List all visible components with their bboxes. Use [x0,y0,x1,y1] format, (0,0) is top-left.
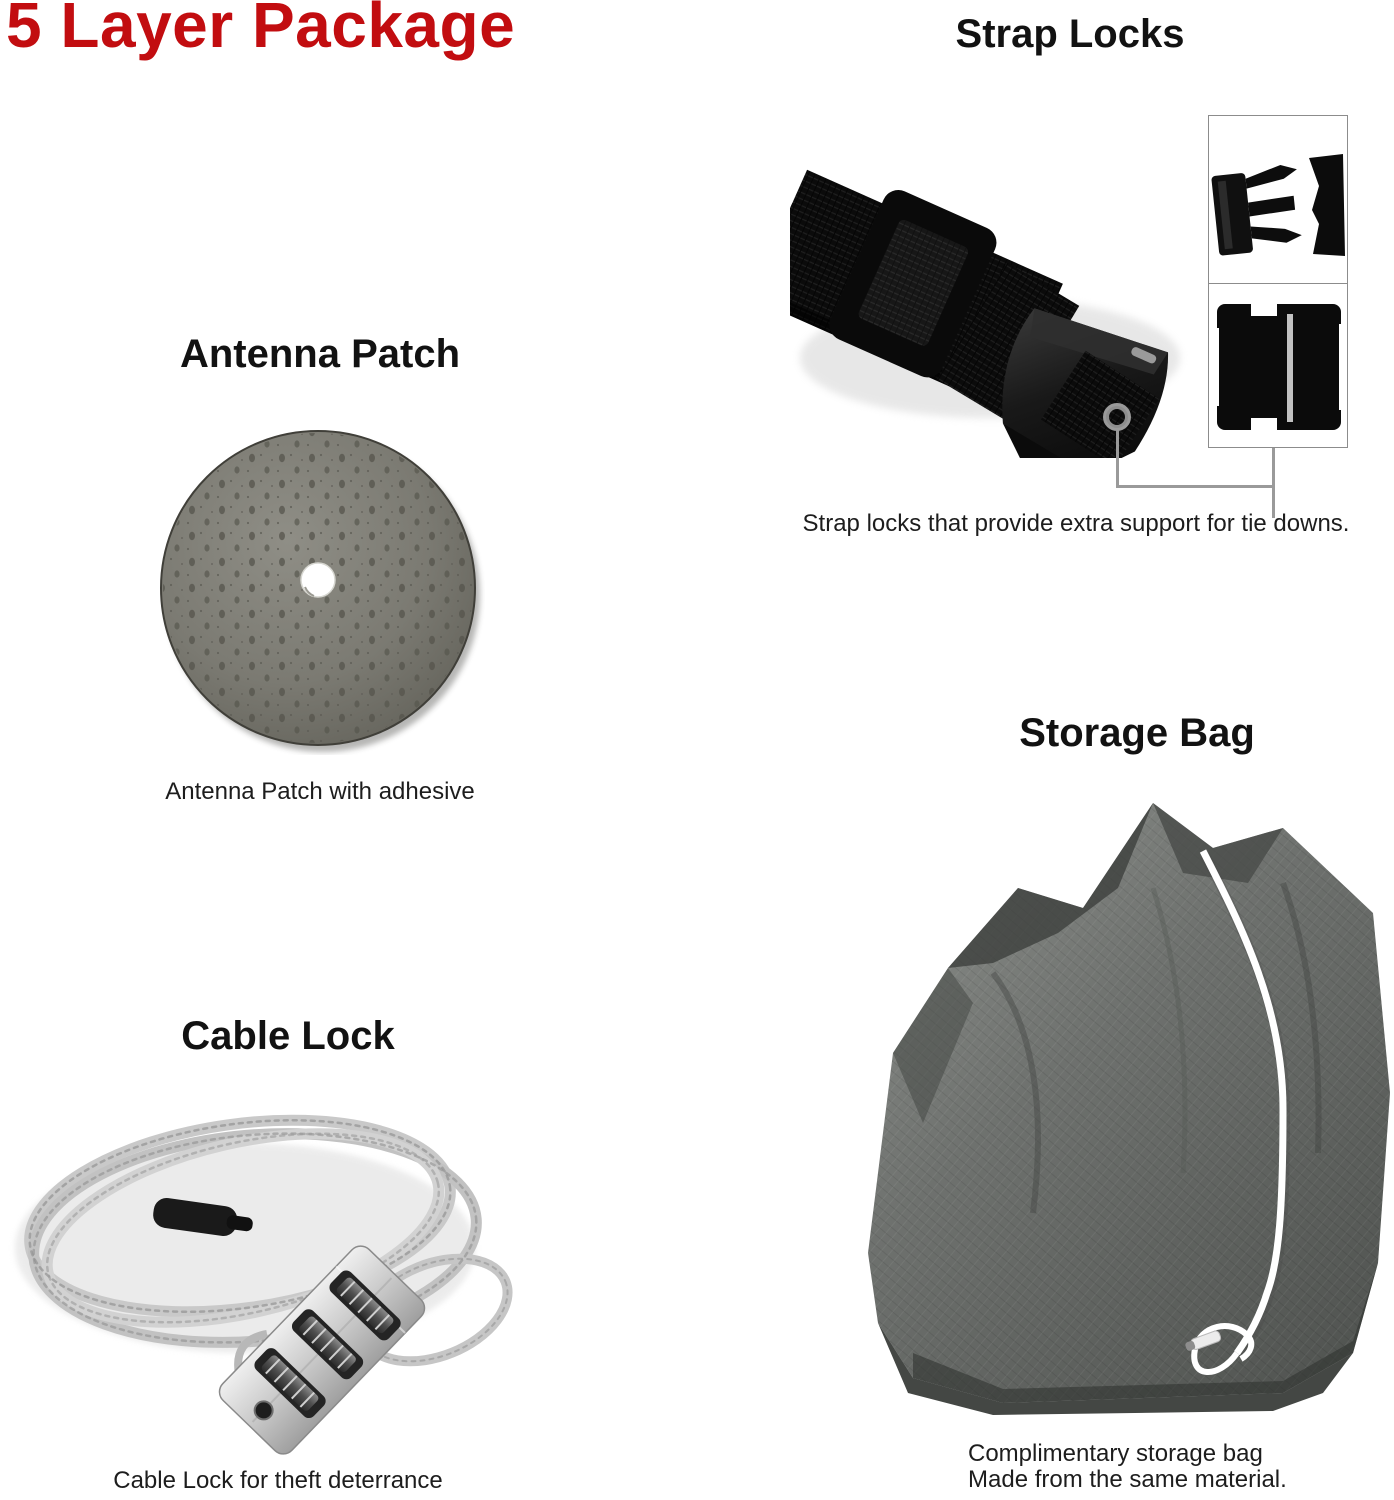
strap-with-buckle-photo [790,108,1190,458]
connector-line-horizontal [1116,485,1275,488]
antenna-patch-heading: Antenna Patch [179,332,461,376]
storage-bag-heading: Storage Bag [1019,711,1255,755]
antenna-patch-photo [155,425,485,755]
connector-line-vertical-left [1116,430,1119,487]
buckle-open-inset-photo [1209,116,1347,282]
cable-lock-heading: Cable Lock [181,1014,395,1058]
strap-detail-insets [1208,115,1348,448]
strap-locks-caption: Strap locks that provide extra support for tie downs. [802,510,1350,537]
storage-bag-caption-line1: Complimentary storage bag [968,1440,1263,1467]
antenna-patch-caption: Antenna Patch with adhesive [165,778,475,805]
connector-line-vertical-right [1272,448,1275,518]
buckle-closed-inset-photo [1209,284,1347,447]
cable-lock-caption: Cable Lock for theft deterrance [113,1467,443,1494]
storage-bag-caption-line2: Made from the same material. [968,1466,1287,1493]
cable-lock-photo [5,1098,535,1466]
page-title: 5 Layer Package [6,0,516,61]
strap-locks-heading: Strap Locks [955,12,1185,56]
storage-bag-photo [853,793,1394,1415]
strap-ring-highlight-circle [1103,403,1131,431]
storage-bag-caption [968,1441,1287,1493]
